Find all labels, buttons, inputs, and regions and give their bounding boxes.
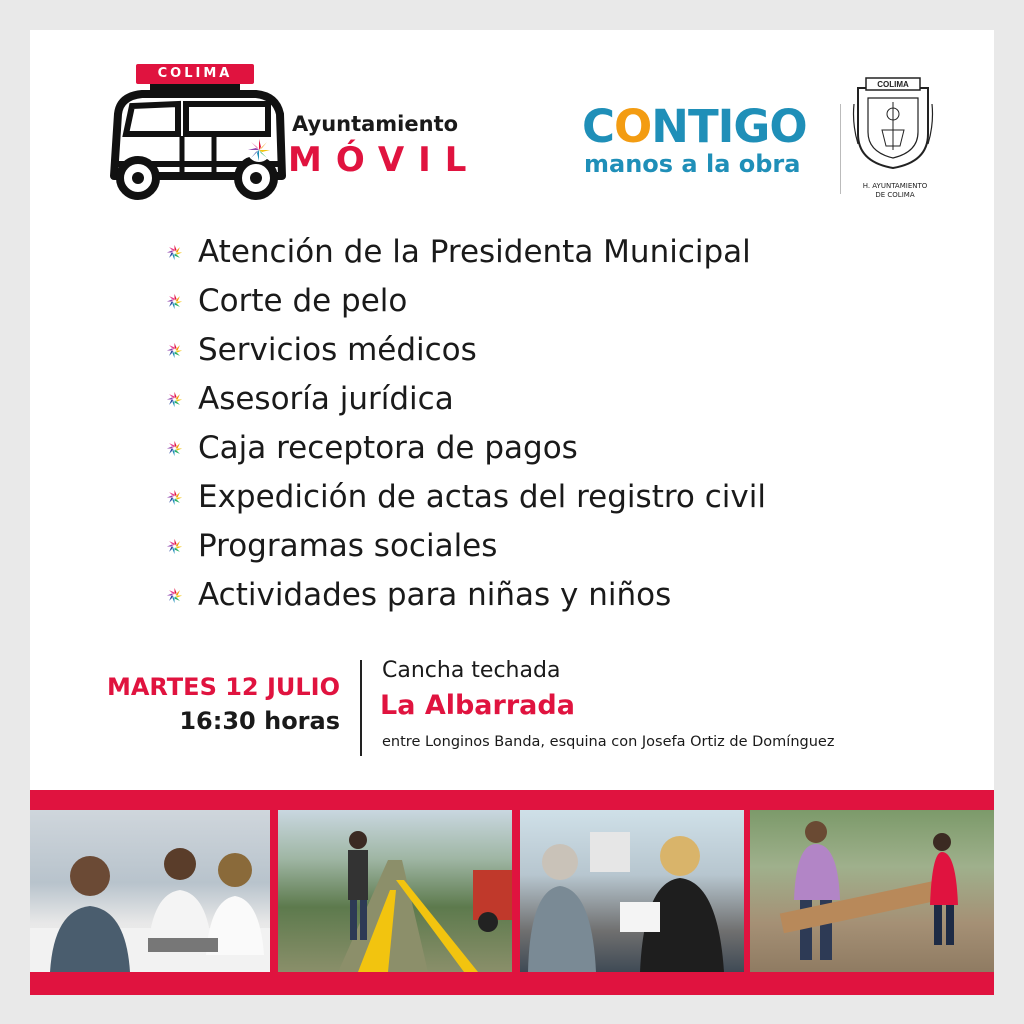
service-label: Servicios médicos: [198, 332, 477, 368]
service-item: [166, 522, 766, 571]
brand-line2: MÓVIL: [288, 140, 481, 180]
pinwheel-bullet-icon: [166, 489, 183, 506]
venue-type: Cancha techada: [382, 658, 561, 683]
service-item: [166, 375, 766, 424]
service-item: [166, 326, 766, 375]
pinwheel-bullet-icon: [166, 391, 183, 408]
photo-service-table: [520, 810, 744, 972]
pinwheel-bullet-icon: [166, 440, 183, 457]
service-label: Programas sociales: [198, 528, 498, 564]
services-list: [166, 228, 766, 620]
campaign-title: CONTIGO: [582, 100, 807, 153]
header-divider: [840, 104, 841, 194]
van-icon: [98, 64, 298, 204]
brand-line1: Ayuntamiento: [292, 112, 459, 136]
pinwheel-bullet-icon: [166, 342, 183, 359]
pinwheel-bullet-icon: [166, 587, 183, 604]
photo-band: [30, 790, 994, 995]
event-divider: [360, 660, 362, 756]
service-label: Expedición de actas del registro civil: [198, 479, 766, 515]
colima-tag: COLIMA: [136, 64, 254, 84]
service-item: [166, 277, 766, 326]
service-label: Caja receptora de pagos: [198, 430, 578, 466]
photo-delivery: [750, 810, 994, 972]
pinwheel-bullet-icon: [166, 293, 183, 310]
venue-address: entre Longinos Banda, esquina con Josefa Ortiz de Domínguez: [382, 734, 835, 750]
service-label: Actividades para niñas y niños: [198, 577, 672, 613]
service-label: Asesoría jurídica: [198, 381, 454, 417]
van-logo: [98, 64, 298, 204]
service-label: Atención de la Presidenta Municipal: [198, 234, 751, 270]
service-item: [166, 228, 766, 277]
seal-caption-line1: H. AYUNTAMIENTO: [862, 182, 928, 190]
pinwheel-bullet-icon: [166, 538, 183, 555]
service-item: [166, 473, 766, 522]
event-date: MARTES 12 JULIO: [106, 673, 340, 701]
photo-attention-desk: [30, 810, 270, 972]
seal-caption: [848, 182, 942, 200]
service-item: [166, 571, 766, 620]
campaign-subtitle: manos a la obra: [584, 150, 801, 178]
photo-curb-painting: [278, 810, 512, 972]
poster-card: [30, 30, 994, 994]
svg-text:COLIMA: COLIMA: [877, 80, 909, 89]
municipal-seal-icon: [852, 74, 934, 170]
event-time: 16:30 horas: [179, 707, 340, 735]
service-item: [166, 424, 766, 473]
pinwheel-bullet-icon: [166, 244, 183, 261]
venue-name: La Albarrada: [380, 690, 575, 721]
seal-caption-line2: DE COLIMA: [875, 191, 915, 199]
service-label: Corte de pelo: [198, 283, 408, 319]
